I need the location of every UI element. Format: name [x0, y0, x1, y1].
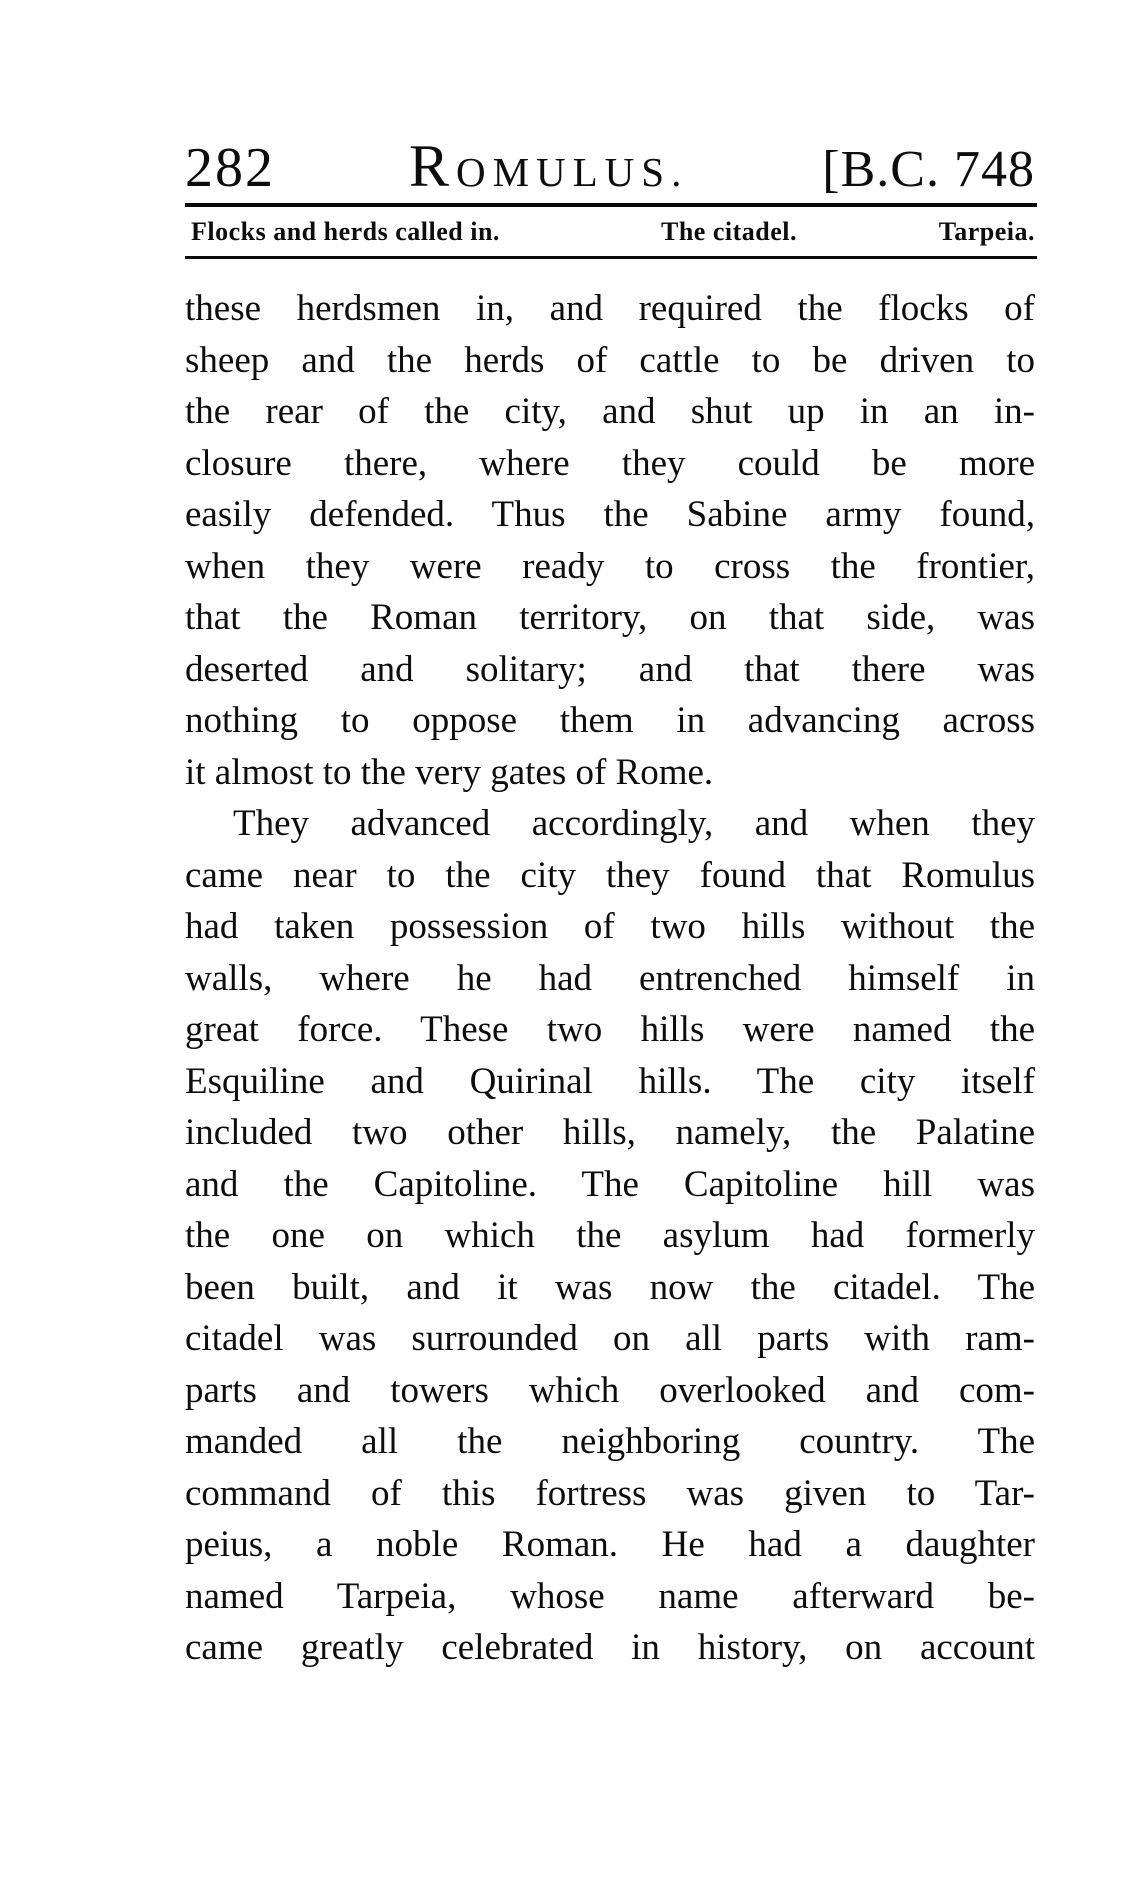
running-heads-rule [185, 256, 1037, 259]
text-line: that the Roman territory, on that side, was [185, 597, 1035, 638]
era-marker: [B.C. 748 [822, 141, 1035, 198]
text-line: walls, where he had entrenched himself in [185, 957, 1035, 999]
text-line: manded all the neighboring country. The [185, 1421, 1035, 1462]
text-line: Esquiline and Quirinal hills. The city itself [185, 1060, 1035, 1102]
text-line: when they were ready to cross the frontier, [185, 545, 1035, 587]
text-line: named Tarpeia, whose name afterward be- [185, 1575, 1035, 1617]
text-line: these herdsmen in, and required the flocks of [185, 288, 1035, 329]
page-title: ROMULUS. [408, 133, 689, 199]
text-line: sheep and the herds of cattle to be driven to [185, 339, 1035, 381]
text-line: the one on which the asylum had formerly [185, 1215, 1035, 1256]
running-head-right: Tarpeia. [938, 217, 1035, 246]
text-line: included two other hills, namely, the Palatine [185, 1112, 1035, 1153]
text-line: deserted and solitary; and that there was [185, 648, 1035, 690]
text-line: nothing to oppose them in advancing across [185, 700, 1035, 741]
text-line: the rear of the city, and shut up in an in- [185, 391, 1035, 432]
text-line: peius, a noble Roman. He had a daughter [185, 1524, 1035, 1565]
running-heads [185, 217, 1035, 253]
text-line: citadel was surrounded on all parts with ram- [185, 1318, 1035, 1359]
running-head-center: The citadel. [661, 217, 797, 246]
text-line: came near to the city they found that Romulus [185, 854, 1035, 896]
text-line: it almost to the very gates of Rome. [185, 751, 714, 793]
text-line: been built, and it was now the citadel. The [185, 1266, 1035, 1308]
text-line: easily defended. Thus the Sabine army found, [185, 494, 1035, 535]
header-rule-top [185, 203, 1037, 207]
text-line: They advanced accordingly, and when they [233, 803, 1035, 844]
running-head-left: Flocks and herds called in. [191, 217, 500, 246]
text-line: command of this fortress was given to Tar- [185, 1472, 1035, 1514]
text-line: had taken possession of two hills without the [185, 906, 1035, 947]
page-number: 282 [185, 137, 275, 199]
text-line: came greatly celebrated in history, on account [185, 1627, 1035, 1668]
text-line: great force. These two hills were named the [185, 1009, 1035, 1050]
body-text [185, 283, 1035, 1674]
text-line: and the Capitoline. The Capitoline hill was [185, 1163, 1035, 1205]
text-line: closure there, where they could be more [185, 442, 1035, 484]
text-line: parts and towers which overlooked and com- [185, 1369, 1035, 1411]
page-header [185, 132, 1035, 199]
